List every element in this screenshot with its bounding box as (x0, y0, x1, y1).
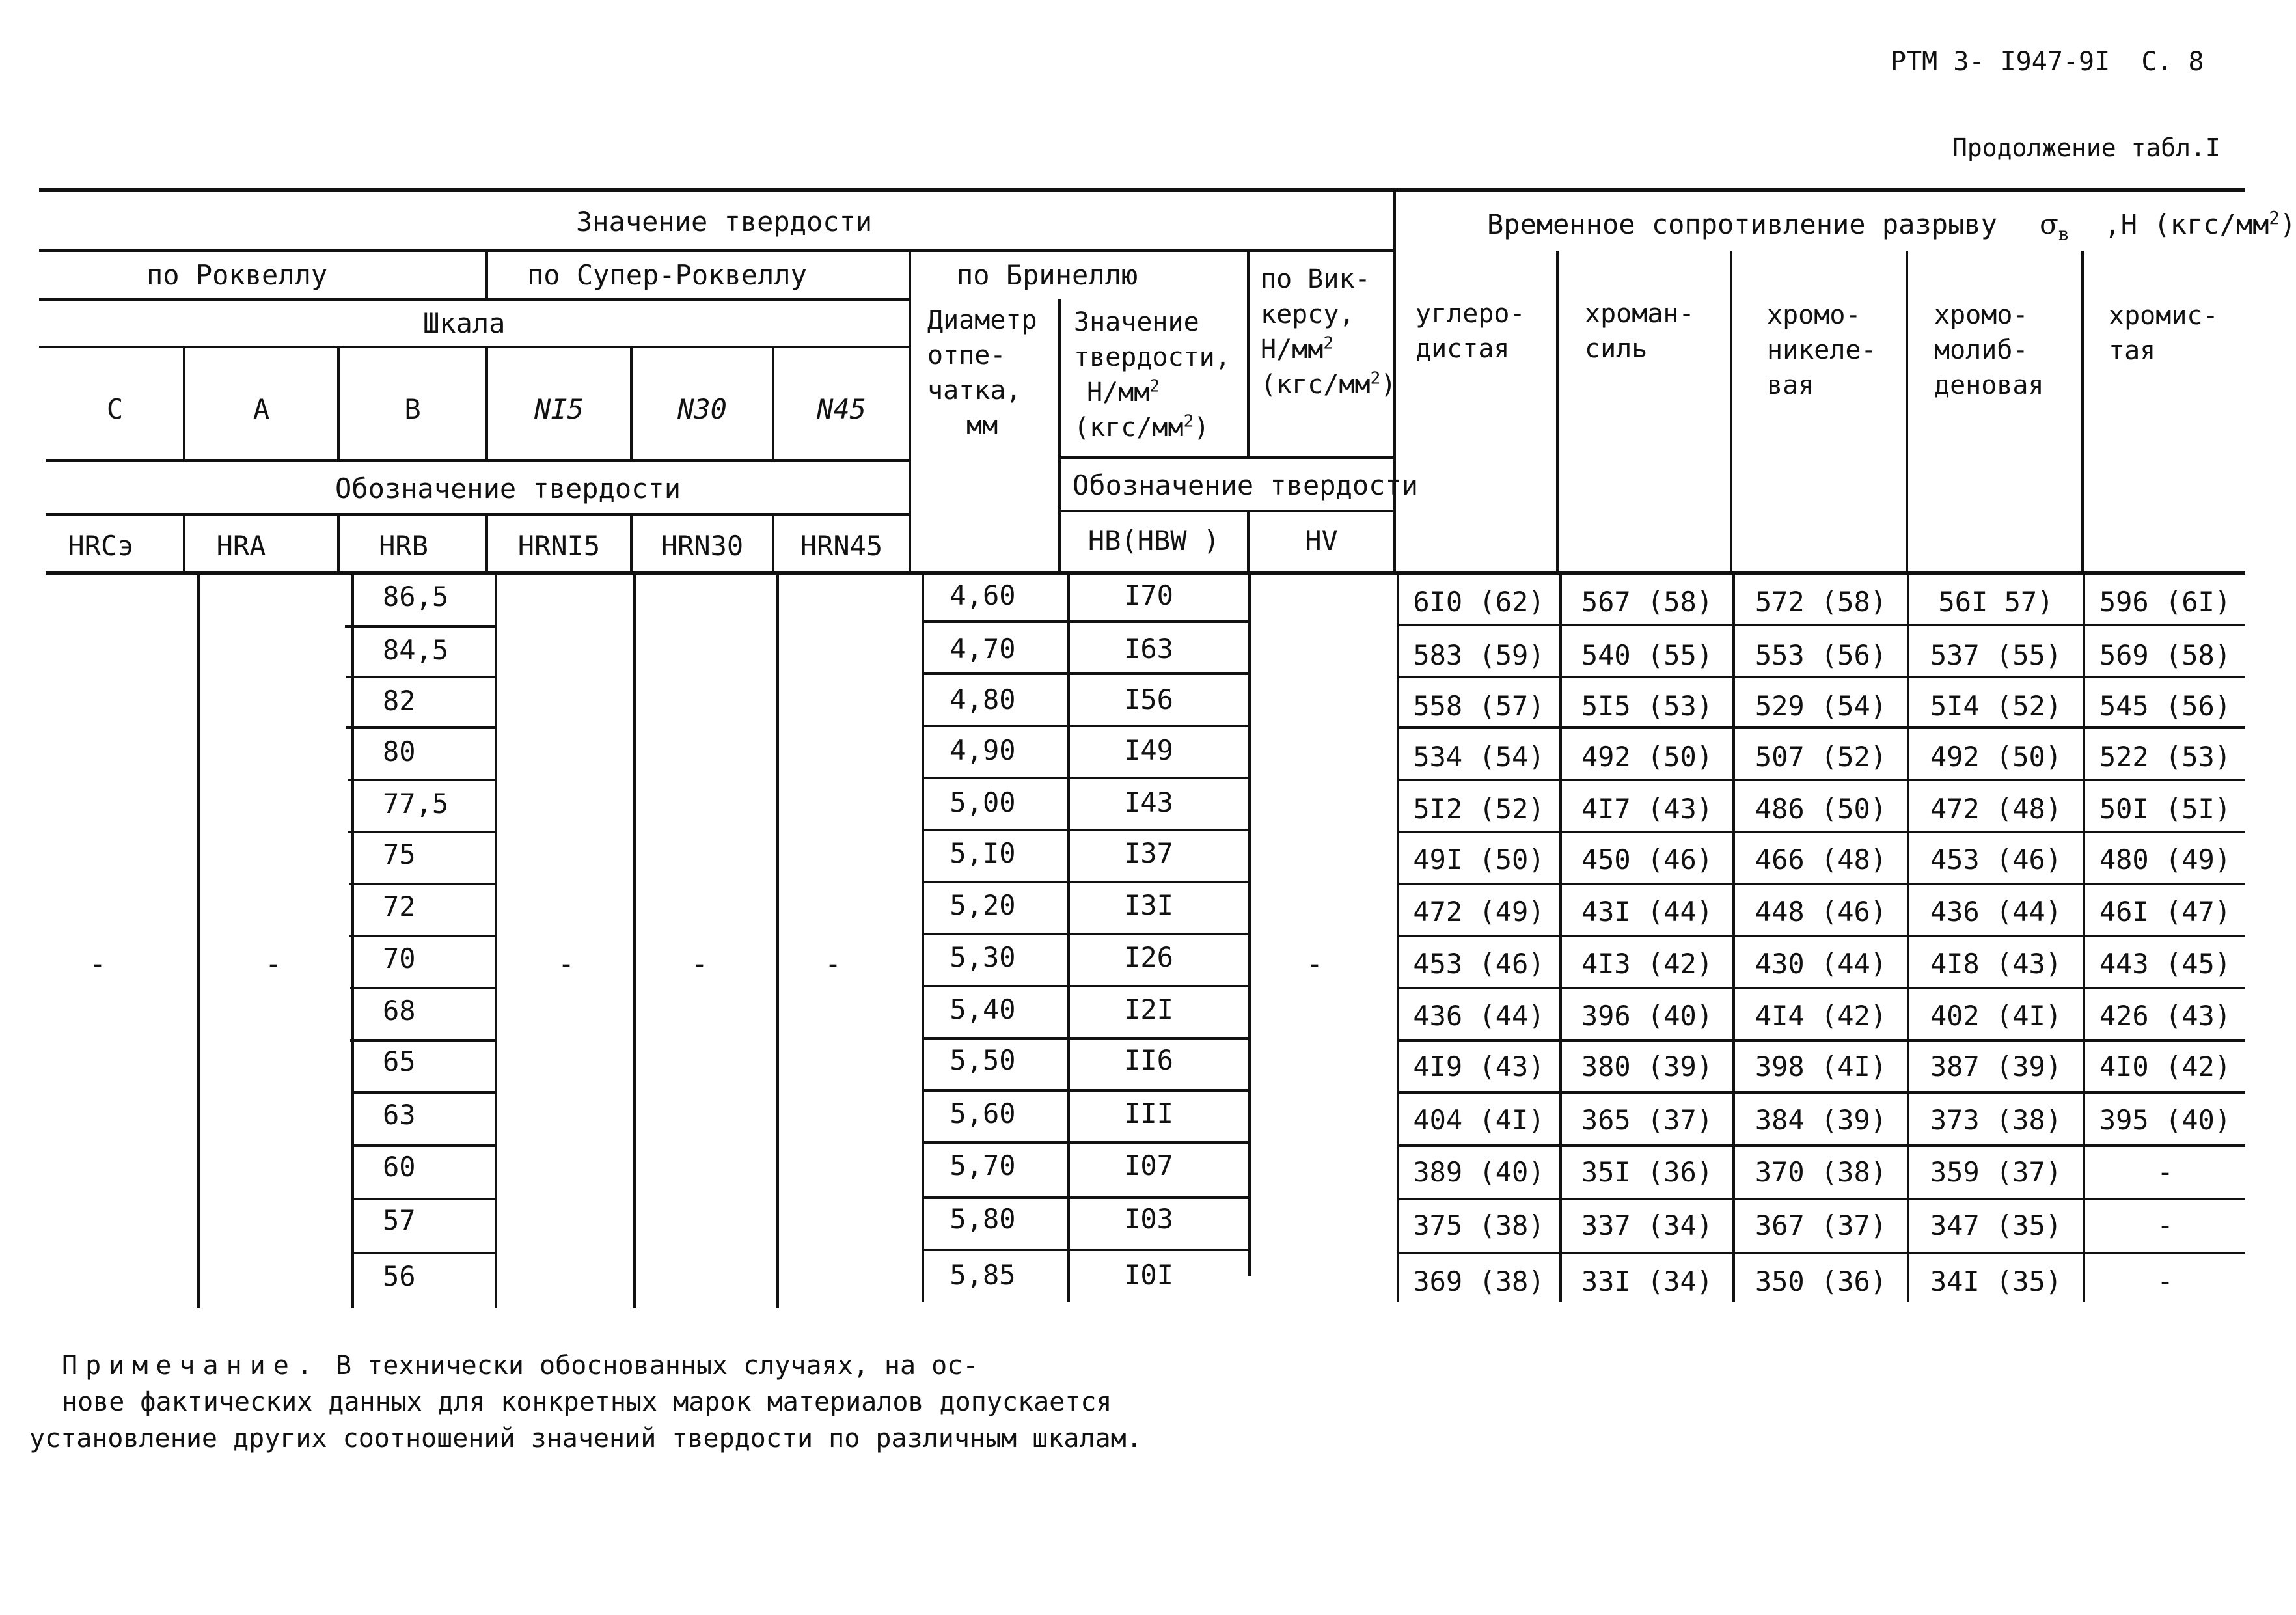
cell-strength: 4I7 (43) (1581, 793, 1714, 825)
cell-strength: 375 (38) (1413, 1209, 1545, 1241)
cell-strength: 492 (50) (1581, 741, 1714, 773)
cell-hrb: 86,5 (383, 581, 449, 613)
cell-hb-value: I3I (1124, 889, 1173, 921)
cell-strength: 453 (46) (1930, 844, 2062, 876)
cell-imprint-diameter: 5,20 (950, 889, 1016, 921)
cell-hrb: 63 (383, 1099, 416, 1131)
cell-strength: 453 (46) (1413, 948, 1545, 980)
cell-strength: 380 (39) (1581, 1051, 1714, 1083)
cell-strength: 472 (48) (1930, 793, 2062, 825)
cell-strength: 537 (55) (1930, 639, 2062, 671)
table-continuation-label: Продолжение табл.I (1952, 133, 2221, 162)
steel-chromemoly-header: хромо- молиб- деновая (1934, 300, 2044, 400)
cell-imprint-diameter: 4,60 (950, 579, 1016, 611)
note-line3: установление других соотношений значений твердости по различным шкалам. (29, 1424, 1142, 1454)
brinell-header: по Бринеллю (957, 259, 1138, 291)
cell-strength: 540 (55) (1581, 639, 1714, 671)
cell-strength: 436 (44) (1930, 896, 2062, 928)
cell-strength: 350 (36) (1755, 1265, 1887, 1297)
cell-strength: 492 (50) (1930, 741, 2062, 773)
cell-strength: 529 (54) (1755, 690, 1887, 722)
designation-hb: HB(HBW ) (1087, 525, 1220, 557)
cell-strength: 507 (52) (1755, 741, 1887, 773)
strength-units: ,H $(кгс/мм^2)$ (2104, 208, 2296, 240)
cell-strength: 387 (39) (1930, 1051, 2062, 1083)
cell-strength: 567 (58) (1581, 586, 1714, 618)
cell-strength: 46I (47) (2099, 896, 2232, 928)
cell-hrb: 75 (383, 838, 416, 870)
cell-hrb: 84,5 (383, 634, 449, 666)
cell-strength: - (2157, 1209, 2174, 1241)
cell-strength: 369 (38) (1413, 1265, 1545, 1297)
cell-strength: 545 (56) (2099, 690, 2232, 722)
cell-strength: 370 (38) (1755, 1156, 1887, 1188)
cell-strength: 367 (37) (1755, 1209, 1887, 1241)
dash-hra: - (265, 948, 282, 980)
designation-header: Обозначение твердости (335, 473, 681, 504)
cell-hb-value: I03 (1124, 1203, 1173, 1235)
designation-hrb: HRB (379, 530, 428, 562)
cell-strength: 5I4 (52) (1930, 690, 2062, 722)
cell-hb-value: II6 (1124, 1044, 1173, 1076)
designation-hrn45: HRN45 (800, 530, 883, 562)
cell-strength: 347 (35) (1930, 1209, 2062, 1241)
cell-strength: 43I (44) (1581, 896, 1714, 928)
cell-hb-value: I26 (1124, 941, 1173, 973)
cell-strength: 50I (5I) (2099, 793, 2232, 825)
dash-hrn30: - (691, 948, 708, 980)
cell-strength: 472 (49) (1413, 896, 1545, 928)
designation-hra: HRA (216, 530, 266, 562)
cell-hrb: 60 (383, 1151, 416, 1183)
cell-strength: 4I0 (42) (2099, 1051, 2232, 1083)
cell-imprint-diameter: 5,00 (950, 786, 1016, 818)
cell-hrb: 80 (383, 736, 416, 767)
cell-strength: 486 (50) (1755, 793, 1887, 825)
steel-chromansil-header: хроман- силь (1585, 299, 1695, 364)
designation-header-right: Обозначение твердости (1073, 469, 1419, 501)
cell-strength: 395 (40) (2099, 1104, 2232, 1136)
cell-strength: 389 (40) (1413, 1156, 1545, 1188)
cell-hrb: 82 (383, 685, 416, 717)
cell-strength: 34I (35) (1930, 1265, 2062, 1297)
cell-strength: 365 (37) (1581, 1104, 1714, 1136)
cell-imprint-diameter: 4,80 (950, 683, 1016, 715)
cell-imprint-diameter: 5,80 (950, 1203, 1016, 1235)
cell-strength: 569 (58) (2099, 639, 2232, 671)
rockwell-header: по Роквеллу (146, 259, 328, 291)
scale-c: C (106, 393, 124, 425)
cell-strength: 553 (56) (1755, 639, 1887, 671)
cell-strength: 35I (36) (1581, 1156, 1714, 1188)
designation-hv: HV (1305, 525, 1338, 557)
cell-strength: 49I (50) (1413, 844, 1545, 876)
cell-hb-value: I49 (1124, 734, 1173, 766)
cell-hrb: 70 (383, 943, 416, 974)
cell-strength: 33I (34) (1581, 1265, 1714, 1297)
cell-strength: 522 (53) (2099, 741, 2232, 773)
cell-imprint-diameter: 4,70 (950, 633, 1016, 665)
imprint-diameter-header: Диаметр отпе- чатка, мм (927, 305, 1037, 441)
strength-symbol: $\sigma_в$ (2040, 208, 2069, 245)
cell-strength: 6I0 (62) (1413, 586, 1545, 618)
cell-strength: 4I9 (43) (1413, 1051, 1545, 1083)
cell-hb-value: III (1124, 1097, 1173, 1129)
cell-strength: 5I2 (52) (1413, 793, 1545, 825)
cell-imprint-diameter: 5,60 (950, 1097, 1016, 1129)
vickers-header: по Вик- керсу, $Н/мм^2$ $(кгс/мм^2)$ (1261, 264, 1397, 400)
dash-hrc: - (89, 948, 106, 980)
cell-strength: - (2157, 1156, 2174, 1188)
strength-title: Временное сопротивление разрыву (1487, 208, 1997, 240)
cell-imprint-diameter: 5,85 (950, 1259, 1016, 1291)
cell-strength: 450 (46) (1581, 844, 1714, 876)
cell-hb-value: I43 (1124, 786, 1173, 818)
cell-strength: 583 (59) (1413, 639, 1545, 671)
scale-n30: N30 (677, 393, 727, 425)
cell-strength: 436 (44) (1413, 1000, 1545, 1032)
cell-strength: 426 (43) (2099, 1000, 2232, 1032)
note-line1: В технически обоснованных случаях, на ос- (320, 1351, 979, 1381)
hb-value-header: Значение твердости, $Н/мм^2$ $(кгс/мм^2)$ (1074, 307, 1231, 443)
note-label: Примечание. (62, 1351, 320, 1381)
super-rockwell-header: по Супер-Роквеллу (527, 259, 807, 291)
cell-strength: 443 (45) (2099, 948, 2232, 980)
scale-b: B (404, 393, 421, 425)
note-paragraph (29, 1347, 1168, 1457)
designation-hrn15: HRNI5 (517, 530, 601, 562)
scale-header: Шкала (423, 307, 506, 339)
page-header: РТМ 3- I947-9I С. 8 (1891, 47, 2204, 77)
cell-hb-value: I70 (1124, 579, 1173, 611)
cell-strength: 373 (38) (1930, 1104, 2062, 1136)
scale-n45: N45 (817, 393, 866, 425)
cell-strength: 396 (40) (1581, 1000, 1714, 1032)
cell-strength: 558 (57) (1413, 690, 1545, 722)
cell-strength: 448 (46) (1755, 896, 1887, 928)
cell-strength: 430 (44) (1755, 948, 1887, 980)
hardness-group-header: Значение твердости (576, 206, 873, 238)
cell-strength: 4I3 (42) (1581, 948, 1714, 980)
cell-strength: 384 (39) (1755, 1104, 1887, 1136)
cell-hrb: 77,5 (383, 788, 449, 820)
cell-strength: 398 (4I) (1755, 1051, 1887, 1083)
scale-a: A (253, 393, 270, 425)
cell-hb-value: I2I (1124, 993, 1173, 1025)
designation-hrce: HRCэ (68, 530, 134, 562)
cell-hb-value: I37 (1124, 837, 1173, 869)
cell-hrb: 65 (383, 1045, 416, 1077)
designation-hrn30: HRN30 (661, 530, 744, 562)
cell-strength: 480 (49) (2099, 844, 2232, 876)
cell-strength: 56I 57) (1938, 586, 2054, 618)
cell-hb-value: I07 (1124, 1150, 1173, 1181)
cell-strength: 404 (4I) (1413, 1104, 1545, 1136)
cell-imprint-diameter: 5,40 (950, 993, 1016, 1025)
cell-hb-value: I63 (1124, 633, 1173, 665)
cell-strength: 4I4 (42) (1755, 1000, 1887, 1032)
cell-strength: 337 (34) (1581, 1209, 1714, 1241)
cell-strength: 5I5 (53) (1581, 690, 1714, 722)
cell-hrb: 56 (383, 1260, 416, 1292)
cell-hrb: 72 (383, 890, 416, 922)
scale-n15: NI5 (534, 393, 584, 425)
cell-imprint-diameter: 5,70 (950, 1150, 1016, 1181)
cell-strength: 359 (37) (1930, 1156, 2062, 1188)
strength-group-header (1487, 210, 2296, 243)
cell-strength: 466 (48) (1755, 844, 1887, 876)
cell-imprint-diameter: 4,90 (950, 734, 1016, 766)
dash-hrn15: - (558, 948, 575, 980)
cell-strength: 4I8 (43) (1930, 948, 2062, 980)
cell-strength: 572 (58) (1755, 586, 1887, 618)
cell-strength: 534 (54) (1413, 741, 1545, 773)
steel-chrome-header: хромис- тая (2109, 301, 2219, 366)
cell-imprint-diameter: 5,50 (950, 1044, 1016, 1076)
dash-hrn45: - (825, 948, 841, 980)
note-line2: нове фактических данных для конкретных марок материалов допускается (62, 1387, 1112, 1417)
cell-imprint-diameter: 5,I0 (950, 837, 1016, 869)
cell-hb-value: I0I (1124, 1259, 1173, 1291)
cell-imprint-diameter: 5,30 (950, 941, 1016, 973)
steel-carbon-header: углеро- дистая (1415, 299, 1525, 364)
cell-strength: 402 (4I) (1930, 1000, 2062, 1032)
cell-hb-value: I56 (1124, 683, 1173, 715)
cell-hrb: 68 (383, 995, 416, 1027)
cell-hrb: 57 (383, 1204, 416, 1236)
cell-strength: 596 (6I) (2099, 586, 2232, 618)
dash-hv: - (1306, 948, 1323, 980)
steel-chromenickel-header: хромо- никеле- вая (1767, 300, 1877, 400)
cell-strength: - (2157, 1265, 2174, 1297)
